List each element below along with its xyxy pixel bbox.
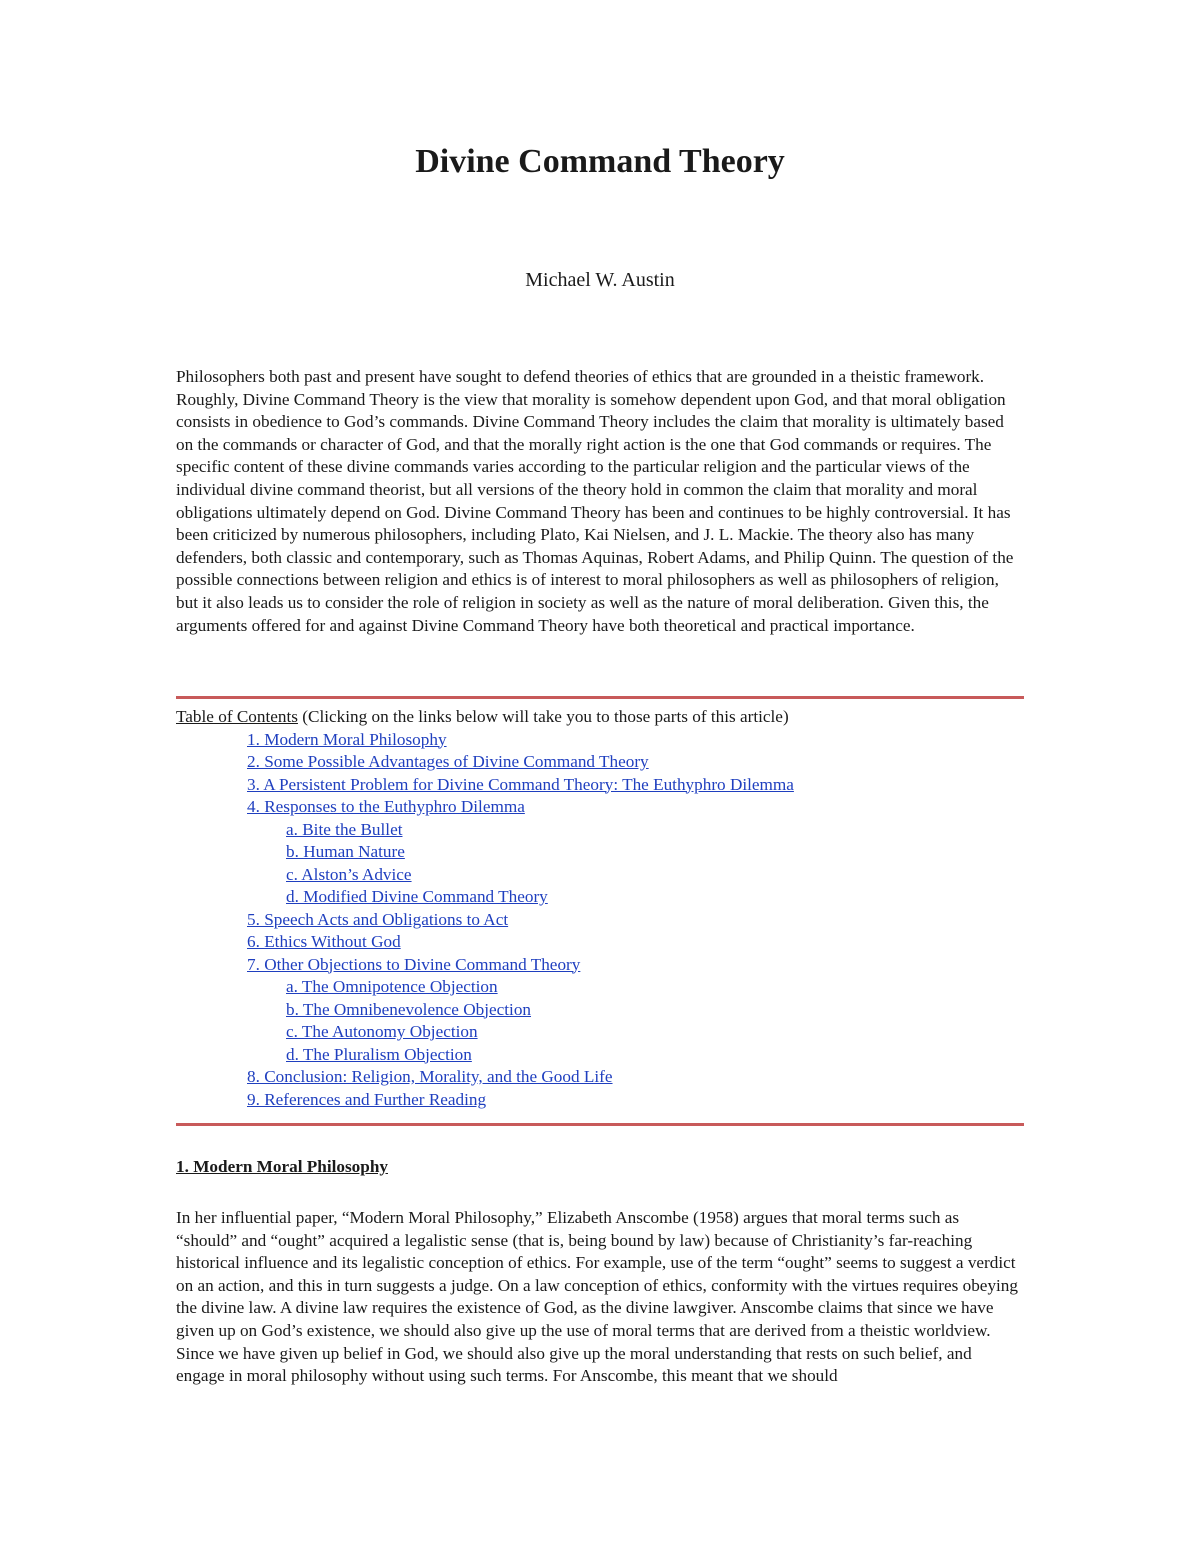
table-of-contents [176,706,1024,1111]
toc-item [176,1089,1024,1112]
toc-subitem [176,976,1024,999]
toc-link-responses-euthyphro[interactable]: 4. Responses to the Euthyphro Dilemma [247,797,525,816]
section-heading-modern-moral-philosophy: 1. Modern Moral Philosophy [176,1157,388,1176]
toc-item [176,1066,1024,1089]
toc-link-autonomy-objection[interactable]: c. The Autonomy Objection [286,1022,478,1041]
toc-top-divider [176,696,1024,699]
toc-item [176,774,1024,797]
toc-link-omnibenevolence-objection[interactable]: b. The Omnibenevolence Objection [286,999,532,1019]
toc-bottom-divider [176,1123,1024,1126]
toc-item [176,751,1024,774]
author-name: Michael W. Austin [525,269,675,291]
toc-link-possible-advantages[interactable]: 2. Some Possible Advantages of Divine Command Theory [247,752,649,771]
toc-subitem [176,886,1024,909]
toc-link-omnipotence-objection[interactable]: a. The Omnipotence Objection [286,977,498,996]
toc-subitem [176,1021,1024,1044]
toc-item [176,954,1024,977]
toc-link-alstons-advice[interactable]: c. Alston’s Advice [286,864,412,884]
toc-subitem [176,1044,1024,1067]
toc-item [176,931,1024,954]
toc-subitem [176,999,1024,1022]
toc-link-euthyphro-dilemma[interactable]: 3. A Persistent Problem for Divine Command Theory: The Euthyphro Dilemma [247,774,794,794]
toc-item [176,729,1024,752]
document-title: Divine Command Theory [415,143,785,180]
toc-list [176,729,1024,1112]
toc-subitem [176,819,1024,842]
toc-link-conclusion[interactable]: 8. Conclusion: Religion, Morality, and the Good Life [247,1067,613,1086]
toc-link-other-objections[interactable]: 7. Other Objections to Divine Command Theory [247,954,581,974]
toc-link-human-nature[interactable]: b. Human Nature [286,842,405,861]
toc-link-references[interactable]: 9. References and Further Reading [247,1089,487,1109]
toc-note: (Clicking on the links below will take you to those parts of this article) [297,707,789,726]
abstract-paragraph: Philosophers both past and present have sought to defend theories of ethics that are grounded in a theistic framework. Roughly, Divine Command Theory is the view that morality is somehow dependent upon God, and that moral obligation consists in obedience to God’s commands. Divine Command Theory includes the claim that morality is ultimately based on the commands or character of God, and that the morally right action is the one that God commands or requires. The specific content of these divine commands varies according to the particular religion and the particular views of the individual divine command theorist, but all versions of the theory hold in common the claim that morality and moral obligations ultimately depend on God. Divine Command Theory has been and continues to be highly controversial. It has been criticized by numerous philosophers, including Plato, Kai Nielsen, and J. L. Mackie. The theory also has many defenders, both classic and contemporary, such as Thomas Aquinas, Robert Adams, and Philip Quinn. The question of the possible connections between religion and ethics is of interest to moral philosophers as well as philosophers of religion, but it also leads us to consider the role of religion in society as well as the nature of moral deliberation. Given this, the arguments offered for and against Divine Command Theory have both theoretical and practical importance. [176,367,1014,635]
toc-link-bite-the-bullet[interactable]: a. Bite the Bullet [286,819,403,839]
toc-link-modern-moral-philosophy[interactable]: 1. Modern Moral Philosophy [247,729,447,749]
toc-link-modified-dct[interactable]: d. Modified Divine Command Theory [286,887,548,906]
section-paragraph: In her influential paper, “Modern Moral Philosophy,” Elizabeth Anscombe (1958) argues that moral terms such as “should” and “ought” acquired a legalistic sense (that is, being bound by law) because of Christianity’s far-reaching historical influence and its legalistic conception of ethics. For example, use of the term “ought” seems to suggest a verdict on an action, and this in turn suggests a judge. On a law conception of ethics, conformity with the virtues requires obeying the divine law. A divine law requires the existence of God, as the divine lawgiver. Anscombe claims that since we have given up on God’s existence, we should also give up the use of moral terms that are derived from a theistic worldview. Since we have given up belief in God, we should also give up the moral understanding that rests on such belief, and engage in moral philosophy without using such terms. For Anscombe, this meant that we should [176,1208,1018,1386]
toc-link-speech-acts[interactable]: 5. Speech Acts and Obligations to Act [247,909,509,929]
toc-heading: Table of Contents [176,707,298,726]
toc-item [176,796,1024,819]
toc-heading-line [176,706,1024,729]
toc-subitem [176,864,1024,887]
toc-subitem [176,841,1024,864]
toc-link-ethics-without-god[interactable]: 6. Ethics Without God [247,932,401,951]
toc-link-pluralism-objection[interactable]: d. The Pluralism Objection [286,1044,472,1064]
toc-item [176,909,1024,932]
